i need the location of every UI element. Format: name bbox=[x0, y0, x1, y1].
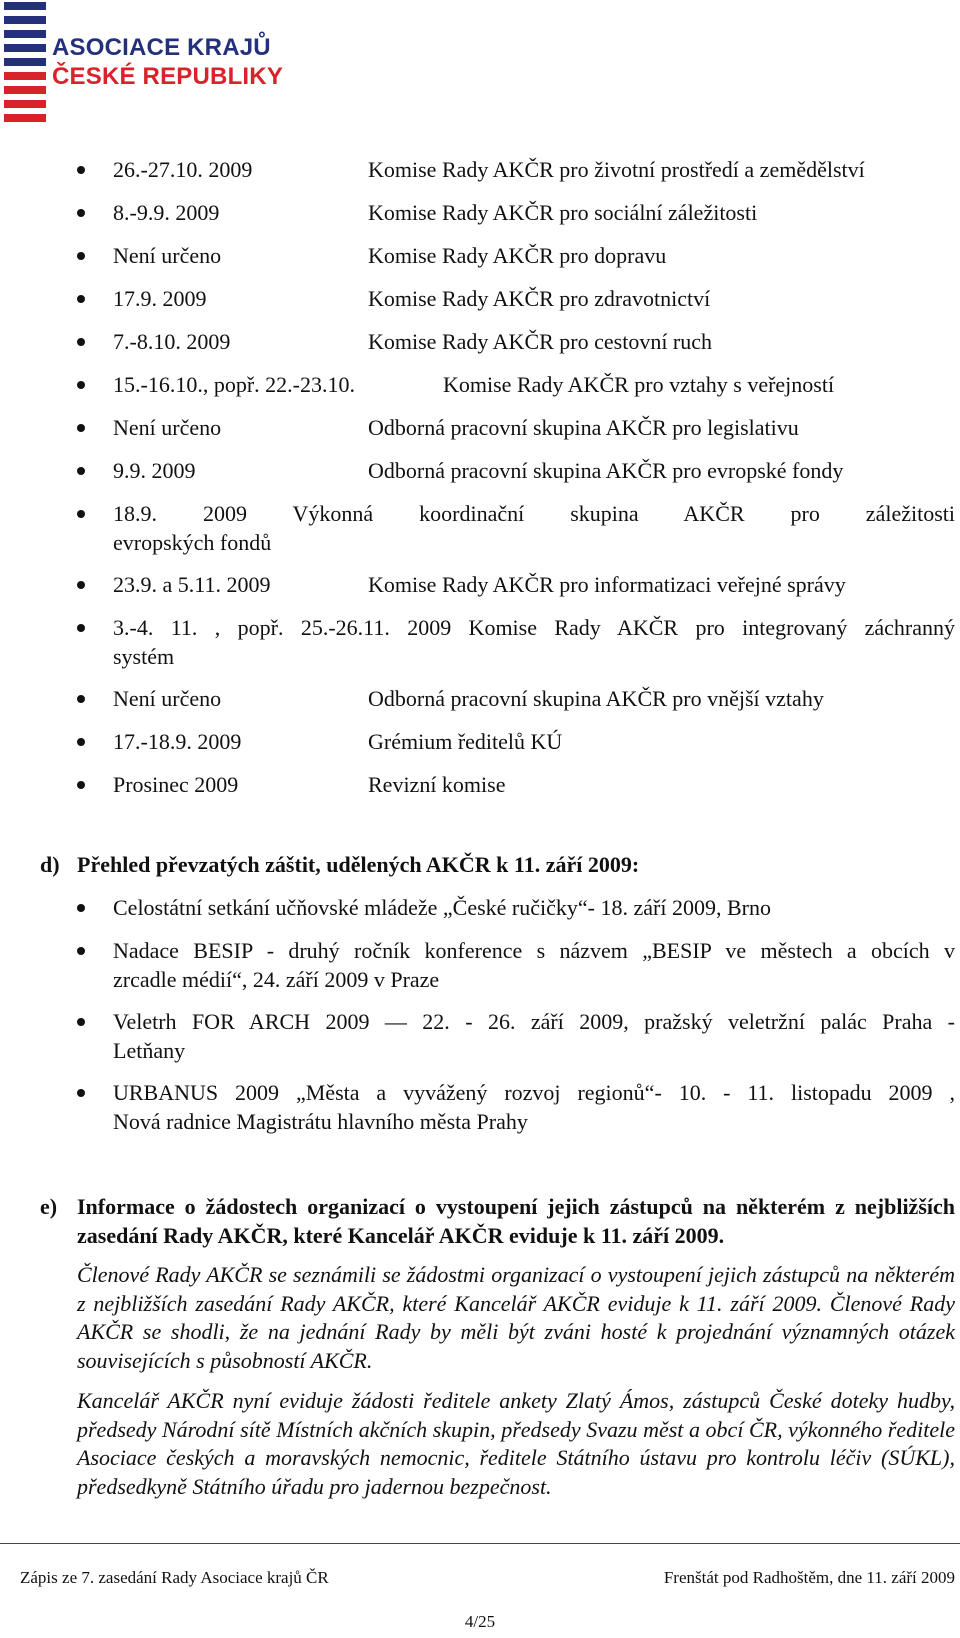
logo-stripes-icon bbox=[4, 0, 46, 124]
patronage-item-line1: Veletrh FOR ARCH 2009 — 22. - 26. září 2009, pražský veletržní palác Praha - bbox=[113, 1009, 955, 1034]
meeting-date: 26.-27.10. 2009 bbox=[113, 157, 253, 182]
meeting-date: Není určeno bbox=[113, 243, 222, 268]
bullet-icon bbox=[77, 209, 85, 217]
logo-title-line1: ASOCIACE KRAJŮ bbox=[52, 34, 271, 61]
meeting-date: 15.-16.10., popř. 22.-23.10. bbox=[113, 372, 355, 397]
list-item bbox=[0, 499, 960, 557]
meeting-date: Není určeno bbox=[113, 686, 222, 711]
meeting-body: Revizní komise bbox=[368, 772, 506, 797]
bullet-icon bbox=[77, 467, 85, 475]
meeting-body: Komise Rady AKČR pro dopravu bbox=[368, 243, 667, 268]
footer-divider bbox=[0, 1543, 960, 1544]
meeting-body: Odborná pracovní skupina AKČR pro evropské fondy bbox=[368, 458, 844, 483]
patronage-item-line1: Nadace BESIP - druhý ročník konference s názvem „BESIP ve městech a obcích v bbox=[113, 938, 955, 963]
patronage-item-line2: Letňany bbox=[113, 1038, 186, 1063]
bullet-icon bbox=[77, 738, 85, 746]
meeting-body: Odborná pracovní skupina AKČR pro legislativu bbox=[368, 415, 799, 440]
meeting-date: 17.-18.9. 2009 bbox=[113, 729, 242, 754]
patronage-item-line2: Nová radnice Magistrátu hlavního města Prahy bbox=[113, 1109, 528, 1134]
bullet-icon bbox=[77, 252, 85, 260]
bullet-icon bbox=[77, 947, 85, 955]
meeting-entry-line2: systém bbox=[113, 644, 175, 669]
patronage-item-line2: zrcadle médií“, 24. září 2009 v Praze bbox=[113, 967, 440, 992]
section-e-paragraph-2: Kancelář AKČR nyní eviduje žádosti ředitele ankety Zlatý Ámos, zástupců České doteky hudby, předsedy Národní sítě Místních akčních skupin, předsedy Svazu měst a obcí ČR, výkonného ředitele Asociace českých a moravských nemocnic, ředitele Státního ústavu pro kontrolu léčiv (SÚKL), předsedkyně Státního úřadu pro jadernou bezpečnost. bbox=[77, 1388, 955, 1499]
bullet-icon bbox=[77, 624, 85, 632]
bullet-icon bbox=[77, 424, 85, 432]
meeting-body: Komise Rady AKČR pro informatizaci veřejné správy bbox=[368, 572, 846, 597]
bullet-icon bbox=[77, 166, 85, 174]
bullet-icon bbox=[77, 510, 85, 518]
section-e-title: Informace o žádostech organizací o vystoupení jejich zástupců na některém z nejbližších zasedání Rady AKČR, které Kancelář AKČR eviduje k 11. září 2009. bbox=[77, 1194, 955, 1248]
section-d-title: Přehled převzatých záštit, udělených AKČR k 11. září 2009: bbox=[77, 852, 640, 877]
meeting-date: Není určeno bbox=[113, 415, 222, 440]
list-item bbox=[0, 1078, 960, 1136]
meeting-entry-line1: 3.-4. 11. , popř. 25.-26.11. 2009 Komise Rady AKČR pro integrovaný záchranný bbox=[113, 615, 955, 640]
bullet-icon bbox=[77, 695, 85, 703]
section-e-heading bbox=[40, 1192, 955, 1250]
section-d-label: d) bbox=[40, 852, 60, 877]
meeting-date: 9.9. 2009 bbox=[113, 458, 196, 483]
meeting-entry-line2: evropských fondů bbox=[113, 530, 272, 555]
bullet-icon bbox=[77, 781, 85, 789]
meeting-body: Komise Rady AKČR pro sociální záležitosti bbox=[368, 200, 758, 225]
footer-place-date: Frenštát pod Radhoštěm, dne 11. září 2009 bbox=[663, 1568, 955, 1587]
meeting-date: Prosinec 2009 bbox=[113, 772, 239, 797]
patronage-item-line1: URBANUS 2009 „Města a vyvážený rozvoj regionů“- 10. - 11. listopadu 2009 , bbox=[113, 1080, 955, 1105]
bullet-icon bbox=[77, 581, 85, 589]
meeting-date: 23.9. a 5.11. 2009 bbox=[113, 572, 271, 597]
bullet-icon bbox=[77, 338, 85, 346]
meeting-body: Odborná pracovní skupina AKČR pro vnější vztahy bbox=[368, 686, 824, 711]
bullet-icon bbox=[77, 1018, 85, 1026]
bullet-icon bbox=[77, 295, 85, 303]
section-e-label: e) bbox=[40, 1194, 58, 1219]
section-e-paragraph-1: Členové Rady AKČR se seznámili se žádostmi organizací o vystoupení jejich zástupců na některém z nejbližších zasedání Rady AKČR, které Kancelář AKČR eviduje k 11. září 2009. Členové Rady AKČR se shodli, že na jednání Rady by měli být zváni hosté k projednání významných otázek souvisejících s působností AKČR. bbox=[77, 1262, 955, 1373]
logo-title-line2: ČESKÉ REPUBLIKY bbox=[52, 63, 284, 90]
footer-document-title: Zápis ze 7. zasedání Rady Asociace krajů ČR bbox=[20, 1568, 329, 1587]
list-item bbox=[0, 936, 960, 994]
meeting-date: 17.9. 2009 bbox=[113, 286, 207, 311]
meeting-body: Grémium ředitelů KÚ bbox=[368, 729, 563, 754]
meeting-body: Komise Rady AKČR pro cestovní ruch bbox=[368, 329, 713, 354]
bullet-icon bbox=[77, 1089, 85, 1097]
akcr-logo bbox=[0, 0, 290, 130]
bullet-icon bbox=[77, 381, 85, 389]
meeting-date: 8.-9.9. 2009 bbox=[113, 200, 220, 225]
meeting-date: 7.-8.10. 2009 bbox=[113, 329, 231, 354]
bullet-icon bbox=[77, 904, 85, 912]
patronage-item-line1: Celostátní setkání učňovské mládeže „České ručičky“- 18. září 2009, Brno bbox=[113, 895, 771, 920]
meeting-body: Komise Rady AKČR pro životní prostředí a zemědělství bbox=[368, 157, 865, 182]
page-number: 4/25 bbox=[464, 1612, 496, 1631]
meeting-body: Komise Rady AKČR pro vztahy s veřejností bbox=[443, 372, 835, 397]
list-item bbox=[0, 1007, 960, 1065]
meeting-body: Komise Rady AKČR pro zdravotnictví bbox=[368, 286, 711, 311]
meeting-entry-line1: 18.9. 2009 Výkonná koordinační skupina AKČR pro záležitosti bbox=[113, 501, 955, 526]
list-item bbox=[0, 613, 960, 671]
